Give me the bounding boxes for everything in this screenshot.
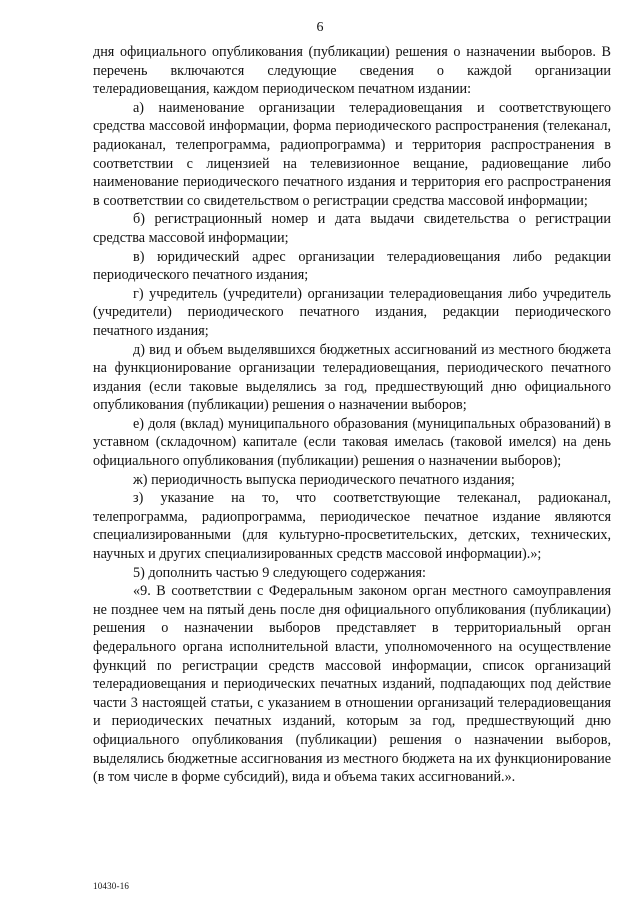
paragraph-item-a: а) наименование организации телерадиовещания и соответствующего средства массовой информации, форма периодического распространения (телеканал, радиоканал, телепрограмма, радиопрограмма) и территория распространения в соответствии с лицензией на телевизионное вещание, радиовещание либо наименование периодического печатного издания и территория его распространения в соответствии со свидетельством о регистрации средства массовой информации; — [93, 99, 611, 209]
paragraph-part-9: «9. В соответствии с Федеральным законом орган местного самоуправления не позднее чем на пятый день после дня официального опубликования (публикации) решения о назначении выборов представляет в территориальный орган федерального органа исполнительной власти, уполномоченного на осуществление функций по регистрации средств массовой информации, список организаций телерадиовещания и периодических печатных изданий, подпадающих под действие части 3 настоящей статьи, с указанием в отношении организаций телерадиовещания и периодических печатных изданий, которым за год, предшествующий дню официального опубликования (публикации) решения о назначении выборов, выделялись бюджетные ассигнования из местного бюджета на их функционирование (в том числе в форме субсидий), вида и объема таких ассигнований.». — [93, 583, 611, 786]
paragraph-item-b: б) регистрационный номер и дата выдачи свидетельства о регистрации средства массовой информации; — [93, 211, 611, 246]
paragraph-item-d: д) вид и объем выделявшихся бюджетных ассигнований из местного бюджета на функционирование организации телерадиовещания, периодического печатного издания (если таковые выделялись за год, предшествующий дню официального опубликования (публикации) решения о назначении выборов; — [93, 341, 611, 414]
document-code: 10430-16 — [93, 881, 130, 891]
paragraph-amendment-5: 5) дополнить частью 9 следующего содержания: — [133, 564, 426, 581]
paragraph-item-e: е) доля (вклад) муниципального образования (муниципальных образований) в уставном (складочном) капитале (если таковая имелась (таковой имелся) на день официального опубликования (публикации) решения о назначении выборов); — [93, 415, 611, 470]
page-number: 6 — [316, 20, 324, 35]
paragraph-item-v: в) юридический адрес организации телерадиовещания либо редакции периодического печатного издания; — [93, 248, 611, 284]
paragraph-item-g: г) учредитель (учредители) организации телерадиовещания либо учредитель (учредители) периодического печатного издания, редакции периодического печатного издания; — [93, 285, 611, 339]
document-body — [93, 43, 611, 787]
paragraph-item-z: з) указание на то, что соответствующие телеканал, радиоканал, телепрограмма, радиопрограмма, периодическое печатное издание являются специализированными (для культурно-просветительских, детских, технических, научных и других специализированных средств массовой информации).»; — [93, 490, 611, 563]
paragraph-continuation: дня официального опубликования (публикации) решения о назначении выборов. В перечень включаются следующие сведения о каждой организации телерадиовещания, каждом периодическом печатном издании: — [93, 44, 611, 98]
paragraph-item-zh: ж) периодичность выпуска периодического печатного издания; — [133, 471, 515, 488]
